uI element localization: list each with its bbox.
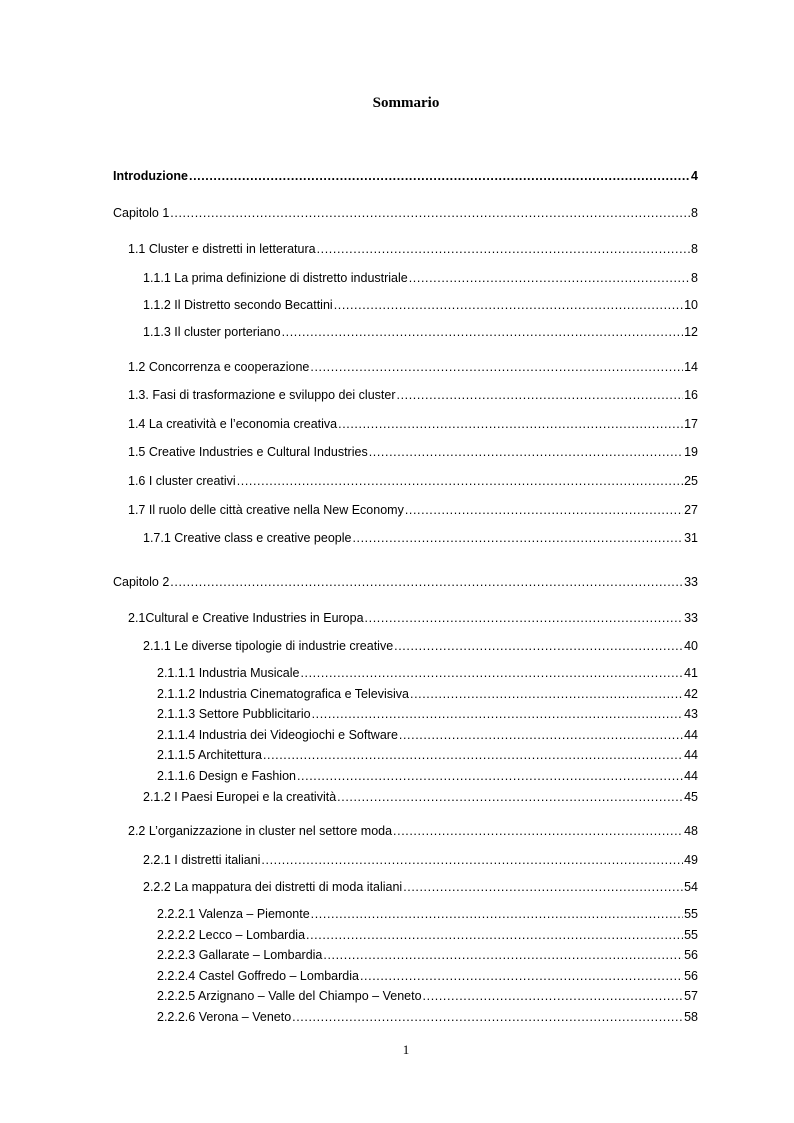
dot-leader xyxy=(300,665,683,681)
toc-entry-label: 2.1.2 I Paesi Europei e la creatività xyxy=(143,790,337,804)
dot-leader xyxy=(170,205,690,221)
toc-entry-page: 44 xyxy=(684,769,698,783)
dot-leader xyxy=(352,530,683,546)
toc-entry-page: 14 xyxy=(684,360,698,374)
toc-entry-page: 10 xyxy=(684,298,698,312)
dot-leader xyxy=(261,852,683,868)
dot-leader xyxy=(334,297,683,313)
toc-entry-page: 8 xyxy=(691,242,698,256)
dot-leader xyxy=(311,906,683,922)
toc-entry-label: 2.2.1 I distretti italiani xyxy=(143,853,261,867)
dot-leader xyxy=(405,502,683,518)
dot-leader xyxy=(369,444,683,460)
page-number: 1 xyxy=(402,1042,410,1057)
toc-entry-page: 56 xyxy=(684,948,698,962)
toc-entry-2-2-2-3[interactable] xyxy=(157,947,698,963)
toc-entry-2-1-1-2[interactable] xyxy=(157,686,698,702)
toc-entry-page: 41 xyxy=(684,666,698,680)
toc-entry-label: Introduzione xyxy=(113,169,188,183)
toc-entry-1-1-3[interactable] xyxy=(143,324,698,340)
dot-leader xyxy=(237,473,683,489)
toc-entry-label: 1.4 La creatività e l’economia creativa xyxy=(128,417,338,431)
dot-leader xyxy=(292,1009,683,1025)
dot-leader xyxy=(323,947,683,963)
toc-entry-page: 44 xyxy=(684,728,698,742)
toc-entry-page: 17 xyxy=(684,417,698,431)
toc-entry-2-1-1-4[interactable] xyxy=(157,727,698,743)
toc-entry-2-1-2[interactable] xyxy=(143,789,698,805)
toc-entry-2-2-2-2[interactable] xyxy=(157,927,698,943)
toc-entry-page: 8 xyxy=(691,206,698,220)
toc-entry-2-1-1-1[interactable] xyxy=(157,665,698,681)
toc-entry-page: 58 xyxy=(684,1010,698,1024)
dot-leader xyxy=(338,416,683,432)
toc-entry-label: Capitolo 2 xyxy=(113,575,170,589)
toc-entry-1-1-1[interactable] xyxy=(143,270,698,286)
dot-leader xyxy=(297,768,683,784)
toc-entry-1-2[interactable] xyxy=(128,359,698,375)
toc-entry-page: 8 xyxy=(691,271,698,285)
toc-entry-label: 2.2.2.2 Lecco – Lombardia xyxy=(157,928,306,942)
dot-leader xyxy=(410,686,683,702)
toc-entry-1-5[interactable] xyxy=(128,444,698,460)
toc-entry-page: 56 xyxy=(684,969,698,983)
toc-entry-introduzione[interactable] xyxy=(113,168,698,184)
dot-leader xyxy=(394,638,683,654)
dot-leader xyxy=(282,324,684,340)
dot-leader xyxy=(360,968,683,984)
toc-entry-page: 55 xyxy=(684,928,698,942)
toc-entry-label: 2.1.1.4 Industria dei Videogiochi e Software xyxy=(157,728,398,742)
toc-entry-label: 2.1.1.2 Industria Cinematografica e Televisiva xyxy=(157,687,409,701)
toc-entry-label: 1.5 Creative Industries e Cultural Industries xyxy=(128,445,368,459)
toc-entry-page: 40 xyxy=(684,639,698,653)
toc-entry-page: 45 xyxy=(684,790,698,804)
toc-entry-label: 2.2 L’organizzazione in cluster nel settore moda xyxy=(128,824,393,838)
dot-leader xyxy=(337,789,683,805)
dot-leader xyxy=(170,574,683,590)
toc-entry-2-2-2-1[interactable] xyxy=(157,906,698,922)
toc-entry-2-2-2-4[interactable] xyxy=(157,968,698,984)
dot-leader xyxy=(310,359,683,375)
toc-entry-2-2-2[interactable] xyxy=(143,879,698,895)
toc-entry-1-1[interactable] xyxy=(128,241,698,257)
toc-entry-1-7-1[interactable] xyxy=(143,530,698,546)
toc-entry-label: 2.1.1.3 Settore Pubblicitario xyxy=(157,707,311,721)
toc-entry-label: 2.1.1 Le diverse tipologie di industrie creative xyxy=(143,639,394,653)
toc-entry-page: 27 xyxy=(684,503,698,517)
toc-entry-label: 2.2.2.4 Castel Goffredo – Lombardia xyxy=(157,969,359,983)
dot-leader xyxy=(409,270,690,286)
toc-entry-page: 48 xyxy=(684,824,698,838)
toc-entry-page: 33 xyxy=(684,611,698,625)
dot-leader xyxy=(263,747,683,763)
toc-entry-label: 2.2.2.3 Gallarate – Lombardia xyxy=(157,948,323,962)
toc-entry-page: 12 xyxy=(684,325,698,339)
toc-entry-page: 19 xyxy=(684,445,698,459)
dot-leader xyxy=(317,241,690,257)
toc-entry-capitolo-1[interactable] xyxy=(113,205,698,221)
toc-entry-page: 49 xyxy=(684,853,698,867)
toc-entry-2-2[interactable] xyxy=(128,823,698,839)
toc-entry-label: 1.2 Concorrenza e cooperazione xyxy=(128,360,310,374)
toc-entry-2-1-1-3[interactable] xyxy=(157,706,698,722)
toc-entry-2-2-2-6[interactable] xyxy=(157,1009,698,1025)
toc-entry-page: 42 xyxy=(684,687,698,701)
toc-entry-label: Capitolo 1 xyxy=(113,206,170,220)
toc-entry-1-7[interactable] xyxy=(128,502,698,518)
document-title: Sommario xyxy=(372,95,440,111)
dot-leader xyxy=(306,927,683,943)
toc-entry-page: 43 xyxy=(684,707,698,721)
dot-leader xyxy=(403,879,683,895)
toc-entry-label: 2.2.2.5 Arzignano – Valle del Chiampo – Veneto xyxy=(157,989,422,1003)
toc-entry-label: 1.1.1 La prima definizione di distretto industriale xyxy=(143,271,408,285)
toc-entry-page: 44 xyxy=(684,748,698,762)
toc-entry-2-1-1-6[interactable] xyxy=(157,768,698,784)
toc-entry-1-6[interactable] xyxy=(128,473,698,489)
toc-entry-2-2-1[interactable] xyxy=(143,852,698,868)
toc-entry-1-1-2[interactable] xyxy=(143,297,698,313)
toc-entry-1-3[interactable] xyxy=(128,387,698,403)
toc-entry-label: 1.7.1 Creative class e creative people xyxy=(143,531,352,545)
toc-entry-2-1-1-5[interactable] xyxy=(157,747,698,763)
toc-entry-2-1-1[interactable] xyxy=(143,638,698,654)
dot-leader xyxy=(399,727,683,743)
toc-entry-page: 25 xyxy=(684,474,698,488)
toc-entry-capitolo-2[interactable] xyxy=(113,574,698,590)
dot-leader xyxy=(365,610,684,626)
toc-entry-label: 2.1Cultural e Creative Industries in Europa xyxy=(128,611,364,625)
toc-entry-page: 4 xyxy=(691,169,698,183)
toc-entry-label: 1.1.2 Il Distretto secondo Becattini xyxy=(143,298,333,312)
dot-leader xyxy=(189,168,690,184)
toc-entry-page: 31 xyxy=(684,531,698,545)
toc-entry-label: 2.2.2.6 Verona – Veneto xyxy=(157,1010,292,1024)
toc-entry-page: 55 xyxy=(684,907,698,921)
toc-entry-page: 16 xyxy=(684,388,698,402)
dot-leader xyxy=(312,706,684,722)
dot-leader xyxy=(393,823,683,839)
toc-entry-label: 1.6 I cluster creativi xyxy=(128,474,236,488)
toc-entry-label: 2.1.1.6 Design e Fashion xyxy=(157,769,296,783)
toc-entry-label: 2.1.1.1 Industria Musicale xyxy=(157,666,300,680)
toc-entry-label: 1.1.3 Il cluster porteriano xyxy=(143,325,281,339)
toc-entry-1-4[interactable] xyxy=(128,416,698,432)
toc-entry-page: 54 xyxy=(684,880,698,894)
toc-entry-2-1[interactable] xyxy=(128,610,698,626)
toc-entry-label: 1.7 Il ruolo delle città creative nella New Economy xyxy=(128,503,404,517)
toc-entry-label: 2.2.2.1 Valenza – Piemonte xyxy=(157,907,310,921)
toc-entry-page: 57 xyxy=(684,989,698,1003)
toc-entry-label: 1.3. Fasi di trasformazione e sviluppo dei cluster xyxy=(128,388,396,402)
dot-leader xyxy=(423,988,684,1004)
toc-entry-2-2-2-5[interactable] xyxy=(157,988,698,1004)
toc-entry-label: 2.1.1.5 Architettura xyxy=(157,748,262,762)
toc-entry-label: 1.1 Cluster e distretti in letteratura xyxy=(128,242,316,256)
toc-entry-label: 2.2.2 La mappatura dei distretti di moda italiani xyxy=(143,880,403,894)
dot-leader xyxy=(397,387,684,403)
toc-entry-page: 33 xyxy=(684,575,698,589)
